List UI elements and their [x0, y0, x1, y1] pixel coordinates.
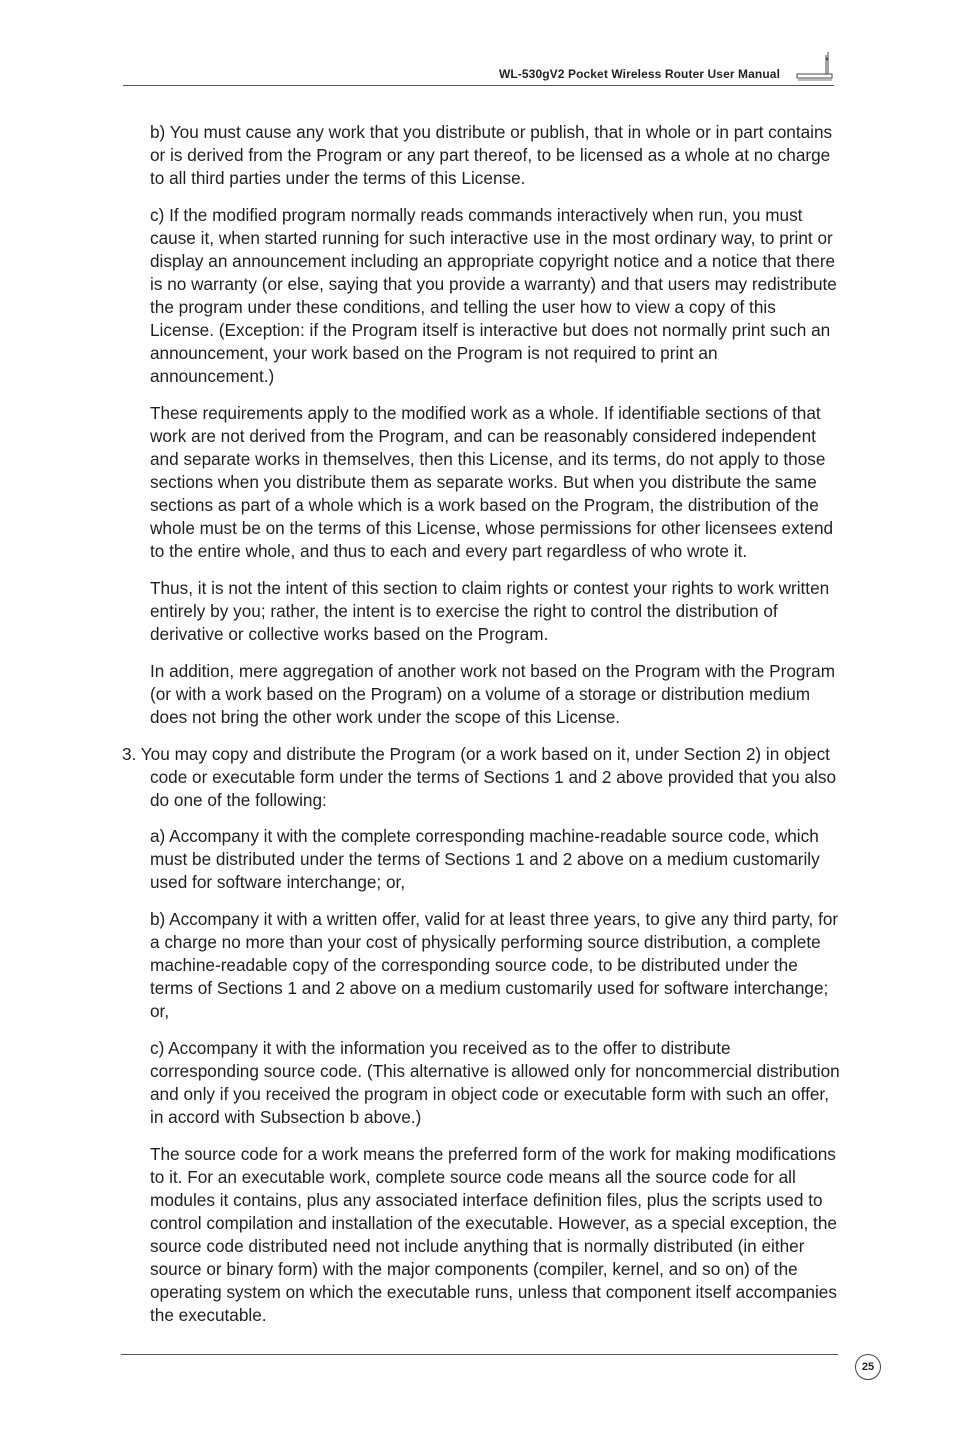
footer-divider — [121, 1354, 838, 1355]
paragraph-intent: Thus, it is not the intent of this section to claim rights or contest your rights to work written entirely by you; rather, the intent is to exercise the right to control the distribution of derivative or collective works based on the Program. — [150, 578, 830, 644]
paragraph-aggregation: In addition, mere aggregation of another work not based on the Program with the Program (or with a work based on the Program) on a volume of a storage or distribution medium does not bring the other work under the scope of this License. — [150, 661, 836, 727]
page-number: 25 — [855, 1354, 881, 1380]
paragraph-requirements: These requirements apply to the modified work as a whole. If identifiable sections of that work are not derived from the Program, and can be reasonably considered independent and separate works in themselves, then this License, and its terms, do not apply to those sections when you distribute them as separate works. But when you distribute the same sections as part of a whole which is a work based on the Program, the distribution of the whole must be on the terms of this License, whose permissions for other licensees extend to the entire whole, and thus to each and every part regardless of who wrote it. — [150, 403, 834, 561]
paragraph-source-code: The source code for a work means the preferred form of the work for making modifications to it. For an executable work, complete source code means all the source code for all modules it contains, plus any associated interface definition files, plus the scripts used to control compilation and installation of the executable. However, as a special exception, the source code distributed need not include anything that is normally distributed (in either source or binary form) with the major components (compiler, kernel, and so on) of the operating system on which the executable runs, unless that component itself accompanies the executable. — [150, 1144, 837, 1325]
router-antenna-icon — [796, 52, 834, 82]
paragraph-3b: b) Accompany it with a written offer, valid for at least three years, to give any third party, for a charge no more than your cost of physically performing source distribution, a complete machine-readable copy of the corresponding source code, to be distributed under the terms of Sections 1 and 2 above on a medium customarily used for software interchange; or, — [150, 909, 839, 1021]
paragraph-3a: a) Accompany it with the complete corresponding machine-readable source code, which must be distributed under the terms of Sections 1 and 2 above on a medium customarily used for software interchange; or, — [150, 826, 820, 892]
manual-title: WL-530gV2 Pocket Wireless Router User Manual — [498, 67, 780, 81]
paragraph-2b: b) You must cause any work that you distribute or publish, that in whole or in part contains or is derived from the Program or any part thereof, to be licensed as a whole at no charge to all third parties under the terms of this License. — [150, 122, 833, 188]
section-3: 3. You may copy and distribute the Program (or a work based on it, under Section 2) in object code or executable form under the terms of Sections 1 and 2 above provided that you also do one of the following: — [122, 744, 837, 810]
paragraph-3c: c) Accompany it with the information you received as to the offer to distribute corresponding source code. (This alternative is allowed only for noncommercial distribution and only if you received the program in object code or executable form with such an offer, in accord with Subsection b above.) — [150, 1038, 840, 1127]
header-divider — [123, 85, 834, 86]
page-header — [123, 52, 834, 89]
paragraph-2c: c) If the modified program normally reads commands interactively when run, you must cause it, when started running for such interactive use in the most ordinary way, to print or display an announcement including an appropriate copyright notice and a notice that there is no warranty (or else, saying that you provide a warranty) and that users may redistribute the program under these conditions, and telling the user how to view a copy of this License. (Exception: if the Program itself is interactive but does not normally print such an announcement, your work based on the Program is not required to print an announcement.) — [150, 205, 837, 386]
